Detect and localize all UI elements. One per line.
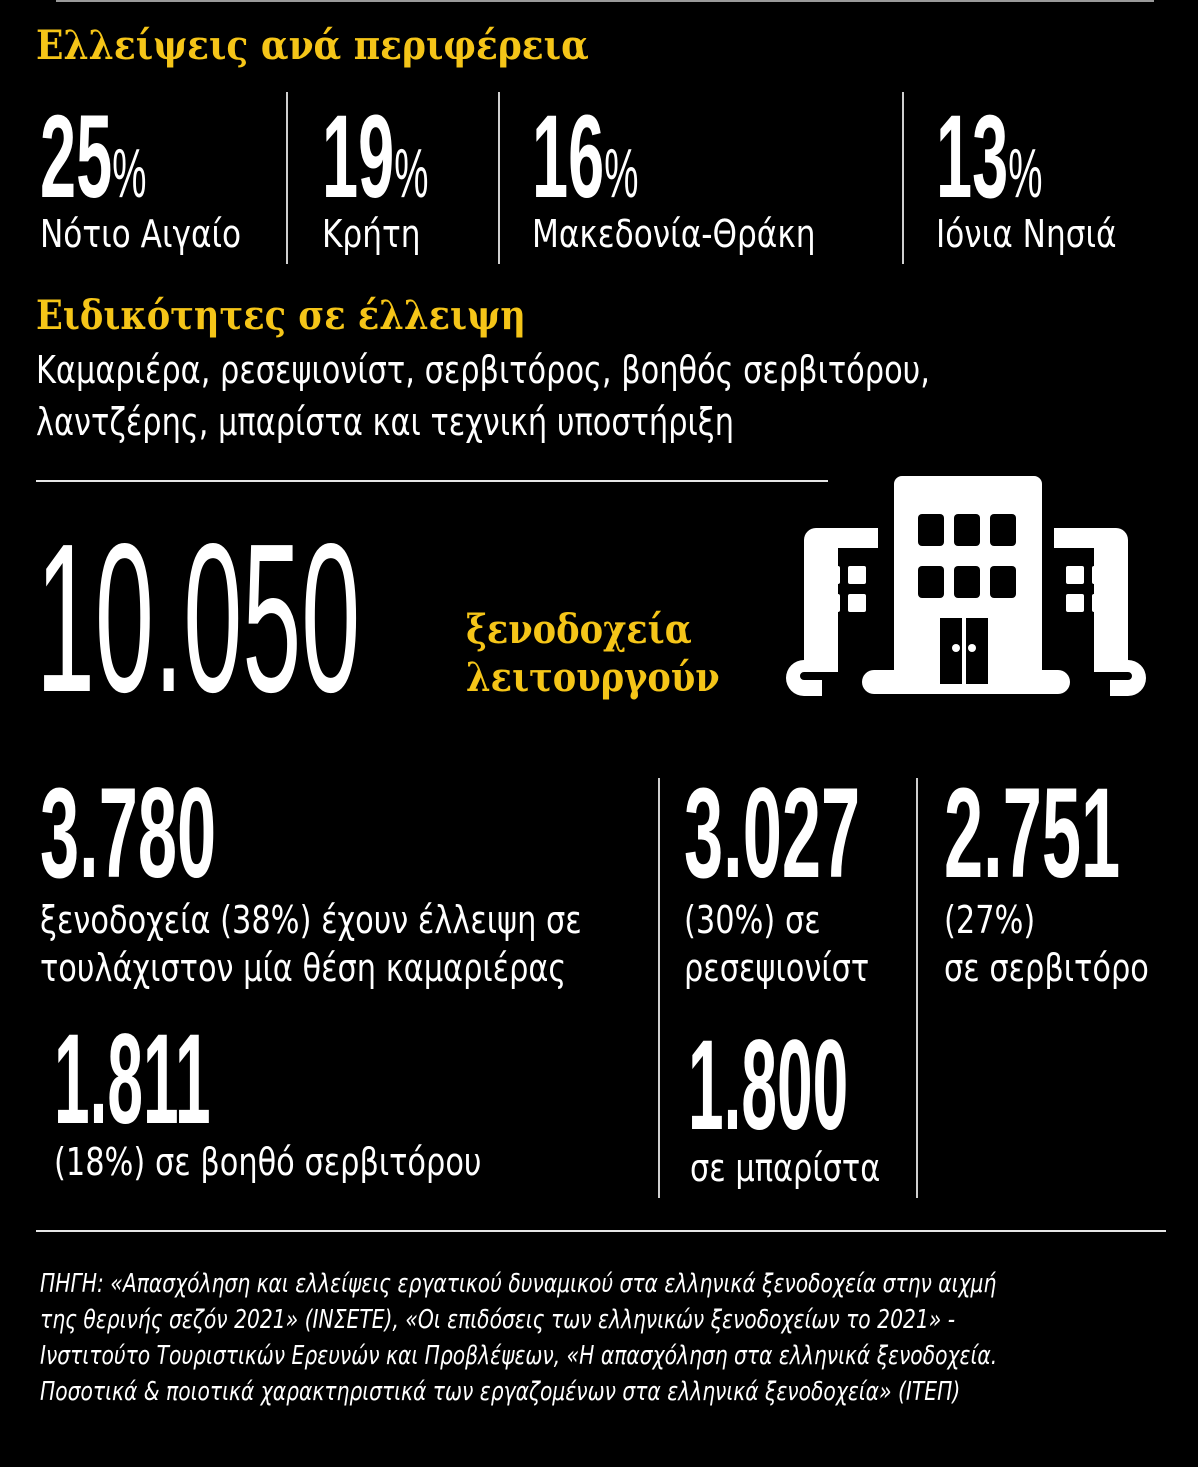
region-value: 16% bbox=[532, 91, 639, 223]
specialties-line-1: Καμαριέρα, ρεσεψιονίστ, σερβιτόρος, βοηθός σερβιτόρου, bbox=[36, 348, 930, 392]
region-stat-ionian-islands bbox=[936, 91, 1130, 223]
shortage-assistant-waiter-label: (18%) σε βοηθό σερβιτόρου bbox=[54, 1140, 482, 1184]
specialties-line-2: λαντζέρης, μπαρίστα και τεχνική υποστήριξη bbox=[36, 400, 734, 444]
shortage-receptionist-value: 3.027 bbox=[684, 762, 861, 905]
region-stat-macedonia-thrace bbox=[532, 91, 726, 223]
specialties-title: Ειδικότητες σε έλλειψη bbox=[36, 292, 526, 339]
shortage-receptionist-label: (30%) σε ρεσεψιονίστ bbox=[684, 898, 870, 990]
shortage-waiter-value: 2.751 bbox=[944, 762, 1121, 905]
shortage-housekeeper-label: ξενοδοχεία (38%) έχουν έλλειψη σε τουλάχιστον μία θέση καμαριέρας bbox=[40, 898, 582, 990]
shortage-barista-label: σε μπαρίστα bbox=[690, 1146, 881, 1190]
region-stat-crete bbox=[322, 91, 516, 223]
region-value: 19% bbox=[322, 91, 429, 223]
regions-title bbox=[36, 22, 650, 69]
top-divider bbox=[56, 0, 1154, 2]
footer-divider bbox=[36, 1230, 1166, 1232]
divider bbox=[902, 92, 904, 264]
divider bbox=[658, 778, 660, 1198]
hotel-buildings-icon bbox=[766, 470, 1166, 710]
shortage-housekeeper-value: 3.780 bbox=[40, 762, 217, 905]
divider bbox=[286, 92, 288, 264]
region-label: Μακεδονία-Θράκη bbox=[532, 212, 816, 256]
shortage-waiter-label: (27%) σε σερβιτόρο bbox=[944, 898, 1149, 990]
shortage-barista-value: 1.800 bbox=[688, 1014, 849, 1157]
region-label: Ιόνια Νησιά bbox=[936, 212, 1117, 256]
regions-title-text: Ελλείψεις ανά περιφέρεια bbox=[36, 22, 589, 69]
region-value: 13% bbox=[936, 91, 1043, 223]
region-label: Κρήτη bbox=[322, 212, 421, 256]
shortage-assistant-waiter-value: 1.811 bbox=[54, 1008, 211, 1151]
region-label: Νότιο Αιγαίο bbox=[40, 212, 242, 256]
region-stat-south-aegean bbox=[40, 91, 234, 223]
region-value: 25% bbox=[40, 91, 147, 223]
hotels-caption: ξενοδοχεία λειτουργούν bbox=[466, 606, 720, 701]
hotels-count: 10.050 bbox=[36, 499, 361, 736]
divider bbox=[498, 92, 500, 264]
source-note: ΠΗΓΗ: «Απασχόληση και ελλείψεις εργατικού δυναμικού στα ελληνικά ξενοδοχεία στην αιχμή της θερινής σεζόν 2021» (ΙΝΣΕΤΕ), «Οι επιδόσεις των ελληνικών ξενοδοχείων το 2021» - Ινστιτούτο Τουριστικών Ερευνών και Προβλέψεων, «Η απασχόληση στα ελληνικά ξενοδοχεία. Ποσοτικά & ποιοτικά χαρακτηριστικά των εργαζομένων στα ελληνικά ξενοδοχεία» (ΙΤΕΠ) bbox=[40, 1269, 998, 1407]
section-divider bbox=[36, 480, 828, 482]
